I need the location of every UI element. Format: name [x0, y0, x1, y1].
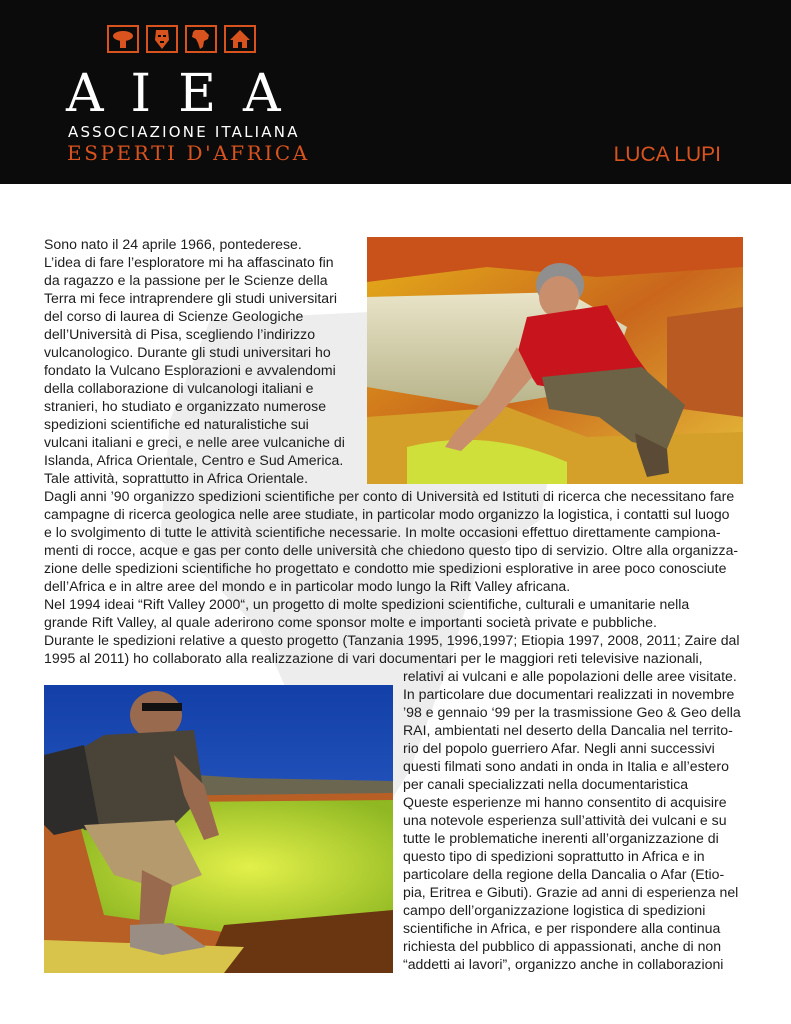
- text-line: una notevole esperienza sull’attività dei vulcani e su: [403, 812, 727, 828]
- hut-icon: [224, 25, 256, 53]
- text-line: da ragazzo e la passione per le Scienze della: [44, 272, 328, 288]
- logo-subtitle-1: ASSOCIAZIONE ITALIANA: [68, 123, 300, 141]
- text-line: campagne di ricerca geologica nelle aree studiate, in particolar modo organizzo la logistica, i contatti sul luogo: [44, 506, 730, 522]
- logo-icons: [107, 25, 256, 53]
- text-line: scientifiche in Africa, e per rispondere alla continua: [403, 920, 721, 936]
- text-line: Durante le spedizioni relative a questo progetto (Tanzania 1995, 1996,1997; Etiopia 1997, 2008, 2011; Zaire dal: [44, 632, 740, 648]
- text-line: questo tipo di spedizioni soprattutto in Africa e in: [403, 848, 705, 864]
- text-line: L’idea di fare l’esploratore mi ha affascinato fin: [44, 254, 334, 270]
- text-line: stranieri, ho studiato e organizzato numerose: [44, 398, 327, 414]
- text-line: Nel 1994 ideai “Rift Valley 2000“, un progetto di molte spedizioni scientifiche, culturali e umanitarie nella: [44, 596, 690, 612]
- text-line: per canali specializzati nella documentaristica: [403, 776, 689, 792]
- text-line: campo dell’organizzazione logistica di spedizioni: [403, 902, 706, 918]
- text-line: e lo svolgimento di tutte le attività scientifiche necessarie. In molte occasioni effettuo direttamente campiona-: [44, 524, 721, 540]
- author-name: LUCA LUPI: [613, 143, 721, 166]
- text-line: Terra mi fece intraprendere gli studi universitari: [44, 290, 337, 306]
- logo-title: AIEA: [66, 64, 308, 124]
- text-line: fondato la Vulcano Esplorazioni e avvalendomi: [44, 362, 336, 378]
- text-line: vulcani italiani e greci, e nelle aree vulcaniche di: [44, 434, 345, 450]
- text-line: Queste esperienze mi hanno consentito di acquisire: [403, 794, 727, 810]
- photo-volcano-crouching: [367, 237, 743, 484]
- text-line: della collaborazione di vulcanologi italiani e: [44, 380, 314, 396]
- text-line: “addetti ai lavori”, organizzo anche in collaborazioni: [403, 956, 724, 972]
- text-line: rio del popolo guerriero Afar. Negli anni successivi: [403, 740, 715, 756]
- text-line: Dagli anni ’90 organizzo spedizioni scientifiche per conto di Università ed Istituti di ricerca che necessitano fare: [44, 488, 735, 504]
- text-line: ’98 e gennaio ‘99 per la trasmissione Geo & Geo della: [403, 704, 741, 720]
- text-line: 1995 al 2011) ho collaborato alla realizzazione di vari documentari per le maggiori reti televisive nazionali,: [44, 650, 703, 666]
- header-banner: [0, 0, 791, 184]
- text-line: In particolare due documentari realizzati in novembre: [403, 686, 735, 702]
- text-line: zione delle spedizioni scientifiche ho progettato e condotto mie spedizioni esplorative in aree poco conosciute: [44, 560, 727, 576]
- logo-subtitle-2: ESPERTI D'AFRICA: [67, 141, 310, 165]
- text-line: particolare della regione della Dancalia o Afar (Etio-: [403, 866, 725, 882]
- africa-map-icon: [185, 25, 217, 53]
- text-line: Islanda, Africa Orientale, Centro e Sud America.: [44, 452, 344, 468]
- text-line: RAI, ambientati nel deserto della Dancalia nel territo-: [403, 722, 733, 738]
- baobab-tree-icon: [107, 25, 139, 53]
- text-line: richiesta del pubblico di appassionati, anche di non: [403, 938, 722, 954]
- text-line: dell’Africa e in altre aree del mondo e in particolar modo lungo la Rift Valley africana.: [44, 578, 571, 594]
- text-line: dell’Università di Pisa, scegliendo l’indirizzo: [44, 326, 316, 342]
- text-line: del corso di laurea di Scienze Geologiche: [44, 308, 304, 324]
- text-line: questi filmati sono andati in onda in Italia e all’estero: [403, 758, 729, 774]
- text-line: Tale attività, soprattutto in Africa Orientale.: [44, 470, 308, 486]
- text-line: vulcanologico. Durante gli studi universitari ho: [44, 344, 331, 360]
- text-line: relativi ai vulcani e alle popolazioni delle aree visitate.: [403, 668, 737, 684]
- mask-icon: [146, 25, 178, 53]
- photo-volcano-backpack: [44, 685, 393, 973]
- text-line: grande Rift Valley, al quale aderirono come sponsor molte e importanti società private e pubbliche.: [44, 614, 657, 630]
- text-line: menti di rocce, acque e gas per conto delle università che chiedono questo tipo di servizio. Oltre alla organizza-: [44, 542, 739, 558]
- text-line: Sono nato il 24 aprile 1966, pontederese.: [44, 236, 302, 252]
- text-line: spedizioni scientifiche ed naturalistiche sui: [44, 416, 309, 432]
- text-line: pia, Eritrea e Gibuti). Grazie ad anni di esperienza nel: [403, 884, 739, 900]
- text-line: tutte le problematiche inerenti all’organizzazione di: [403, 830, 719, 846]
